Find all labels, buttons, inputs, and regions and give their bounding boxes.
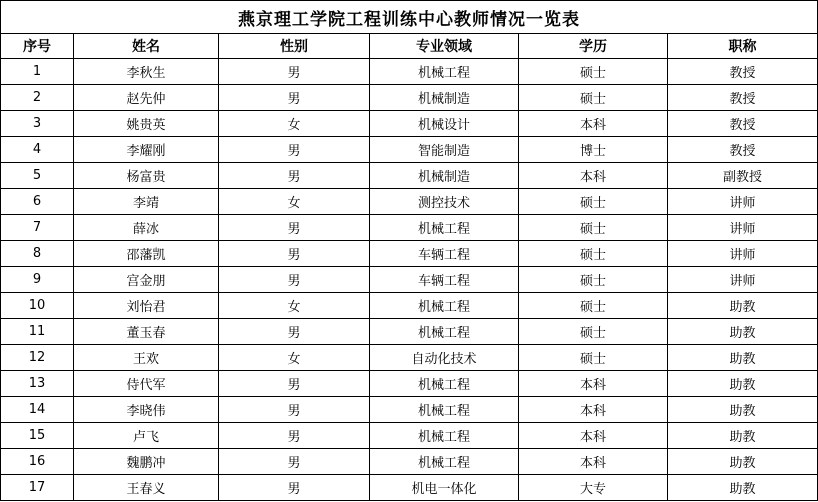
gender-cell[interactable]: 男 — [219, 371, 370, 397]
title-cell[interactable]: 助教 — [668, 293, 818, 319]
table-row — [1, 423, 818, 449]
table-row — [1, 345, 818, 371]
name-cell[interactable]: 李耀刚 — [74, 137, 219, 163]
table-row — [1, 449, 818, 475]
table-row — [1, 241, 818, 267]
education-cell[interactable]: 博士 — [519, 137, 668, 163]
header-row — [1, 34, 818, 59]
gender-cell[interactable]: 男 — [219, 163, 370, 189]
table-row — [1, 293, 818, 319]
gender-cell[interactable]: 男 — [219, 267, 370, 293]
education-cell[interactable]: 硕士 — [519, 293, 668, 319]
field-cell[interactable]: 机械工程 — [370, 215, 519, 241]
table-row — [1, 475, 818, 501]
header-cell-education[interactable]: 学历 — [519, 34, 668, 59]
gender-cell[interactable]: 男 — [219, 475, 370, 501]
gender-cell[interactable]: 男 — [219, 137, 370, 163]
education-cell[interactable]: 本科 — [519, 423, 668, 449]
header-cell-index[interactable]: 序号 — [1, 34, 74, 59]
field-cell[interactable]: 车辆工程 — [370, 267, 519, 293]
education-cell[interactable]: 本科 — [519, 397, 668, 423]
title-cell[interactable]: 讲师 — [668, 189, 818, 215]
title-cell[interactable]: 助教 — [668, 475, 818, 501]
gender-cell[interactable]: 女 — [219, 189, 370, 215]
index-cell[interactable]: 10 — [1, 293, 74, 319]
header-cell-gender[interactable]: 性别 — [219, 34, 370, 59]
index-cell[interactable]: 1 — [1, 59, 74, 85]
title-cell[interactable]: 教授 — [668, 111, 818, 137]
field-cell[interactable]: 测控技术 — [370, 189, 519, 215]
header-cell-title[interactable]: 职称 — [668, 34, 818, 59]
index-cell[interactable]: 4 — [1, 137, 74, 163]
title-cell[interactable]: 助教 — [668, 397, 818, 423]
name-cell[interactable]: 薛冰 — [74, 215, 219, 241]
field-cell[interactable]: 机械制造 — [370, 85, 519, 111]
name-cell[interactable]: 姚贵英 — [74, 111, 219, 137]
name-cell[interactable]: 王春义 — [74, 475, 219, 501]
education-cell[interactable]: 硕士 — [519, 345, 668, 371]
table-row — [1, 319, 818, 345]
title-cell[interactable]: 教授 — [668, 137, 818, 163]
field-cell[interactable]: 机械制造 — [370, 163, 519, 189]
table-row — [1, 397, 818, 423]
table-row — [1, 85, 818, 111]
index-cell[interactable]: 8 — [1, 241, 74, 267]
name-cell[interactable]: 魏鹏冲 — [74, 449, 219, 475]
gender-cell[interactable]: 男 — [219, 397, 370, 423]
education-cell[interactable]: 硕士 — [519, 85, 668, 111]
table-row — [1, 215, 818, 241]
name-cell[interactable]: 董玉春 — [74, 319, 219, 345]
title-cell[interactable]: 讲师 — [668, 215, 818, 241]
gender-cell[interactable]: 男 — [219, 241, 370, 267]
education-cell[interactable]: 本科 — [519, 163, 668, 189]
index-cell[interactable]: 6 — [1, 189, 74, 215]
field-cell[interactable]: 机械工程 — [370, 319, 519, 345]
gender-cell[interactable]: 男 — [219, 85, 370, 111]
field-cell[interactable]: 机械工程 — [370, 449, 519, 475]
title-cell[interactable]: 助教 — [668, 319, 818, 345]
gender-cell[interactable]: 女 — [219, 111, 370, 137]
field-cell[interactable]: 智能制造 — [370, 137, 519, 163]
name-cell[interactable]: 邵藩凯 — [74, 241, 219, 267]
table-title[interactable]: 燕京理工学院工程训练中心教师情况一览表 — [1, 1, 818, 34]
name-cell[interactable]: 李秋生 — [74, 59, 219, 85]
index-cell[interactable]: 13 — [1, 371, 74, 397]
name-cell[interactable]: 王欢 — [74, 345, 219, 371]
field-cell[interactable]: 机械工程 — [370, 423, 519, 449]
name-cell[interactable]: 卢飞 — [74, 423, 219, 449]
table-row — [1, 137, 818, 163]
name-cell[interactable]: 杨富贵 — [74, 163, 219, 189]
index-cell[interactable]: 5 — [1, 163, 74, 189]
education-cell[interactable]: 硕士 — [519, 189, 668, 215]
gender-cell[interactable]: 男 — [219, 59, 370, 85]
field-cell[interactable]: 机械工程 — [370, 371, 519, 397]
index-cell[interactable]: 14 — [1, 397, 74, 423]
table-row — [1, 163, 818, 189]
index-cell[interactable]: 7 — [1, 215, 74, 241]
name-cell[interactable]: 侍代军 — [74, 371, 219, 397]
education-cell[interactable]: 本科 — [519, 371, 668, 397]
index-cell[interactable]: 2 — [1, 85, 74, 111]
education-cell[interactable]: 本科 — [519, 449, 668, 475]
header-cell-name[interactable]: 姓名 — [74, 34, 219, 59]
education-cell[interactable]: 硕士 — [519, 319, 668, 345]
table-row — [1, 189, 818, 215]
name-cell[interactable]: 李晓伟 — [74, 397, 219, 423]
field-cell[interactable]: 车辆工程 — [370, 241, 519, 267]
gender-cell[interactable]: 女 — [219, 293, 370, 319]
education-cell[interactable]: 硕士 — [519, 267, 668, 293]
index-cell[interactable]: 3 — [1, 111, 74, 137]
education-cell[interactable]: 硕士 — [519, 215, 668, 241]
gender-cell[interactable]: 男 — [219, 423, 370, 449]
name-cell[interactable]: 李靖 — [74, 189, 219, 215]
field-cell[interactable]: 机械工程 — [370, 59, 519, 85]
education-cell[interactable]: 大专 — [519, 475, 668, 501]
title-cell[interactable]: 助教 — [668, 371, 818, 397]
field-cell[interactable]: 机械工程 — [370, 293, 519, 319]
title-cell[interactable]: 教授 — [668, 59, 818, 85]
table-row — [1, 371, 818, 397]
title-row — [1, 1, 818, 34]
title-cell[interactable]: 副教授 — [668, 163, 818, 189]
gender-cell[interactable]: 女 — [219, 345, 370, 371]
index-cell[interactable]: 9 — [1, 267, 74, 293]
index-cell[interactable]: 12 — [1, 345, 74, 371]
gender-cell[interactable]: 男 — [219, 319, 370, 345]
table-row — [1, 111, 818, 137]
field-cell[interactable]: 自动化技术 — [370, 345, 519, 371]
name-cell[interactable]: 赵先仲 — [74, 85, 219, 111]
field-cell[interactable]: 机电一体化 — [370, 475, 519, 501]
education-cell[interactable]: 本科 — [519, 111, 668, 137]
name-cell[interactable]: 宫金朋 — [74, 267, 219, 293]
title-cell[interactable]: 讲师 — [668, 241, 818, 267]
education-cell[interactable]: 硕士 — [519, 59, 668, 85]
gender-cell[interactable]: 男 — [219, 215, 370, 241]
title-cell[interactable]: 助教 — [668, 423, 818, 449]
title-cell[interactable]: 讲师 — [668, 267, 818, 293]
header-cell-field[interactable]: 专业领域 — [370, 34, 519, 59]
index-cell[interactable]: 15 — [1, 423, 74, 449]
table-row — [1, 59, 818, 85]
field-cell[interactable]: 机械工程 — [370, 397, 519, 423]
name-cell[interactable]: 刘怡君 — [74, 293, 219, 319]
index-cell[interactable]: 16 — [1, 449, 74, 475]
title-cell[interactable]: 教授 — [668, 85, 818, 111]
education-cell[interactable]: 硕士 — [519, 241, 668, 267]
table-row — [1, 267, 818, 293]
field-cell[interactable]: 机械设计 — [370, 111, 519, 137]
title-cell[interactable]: 助教 — [668, 449, 818, 475]
gender-cell[interactable]: 男 — [219, 449, 370, 475]
title-cell[interactable]: 助教 — [668, 345, 818, 371]
index-cell[interactable]: 11 — [1, 319, 74, 345]
index-cell[interactable]: 17 — [1, 475, 74, 501]
